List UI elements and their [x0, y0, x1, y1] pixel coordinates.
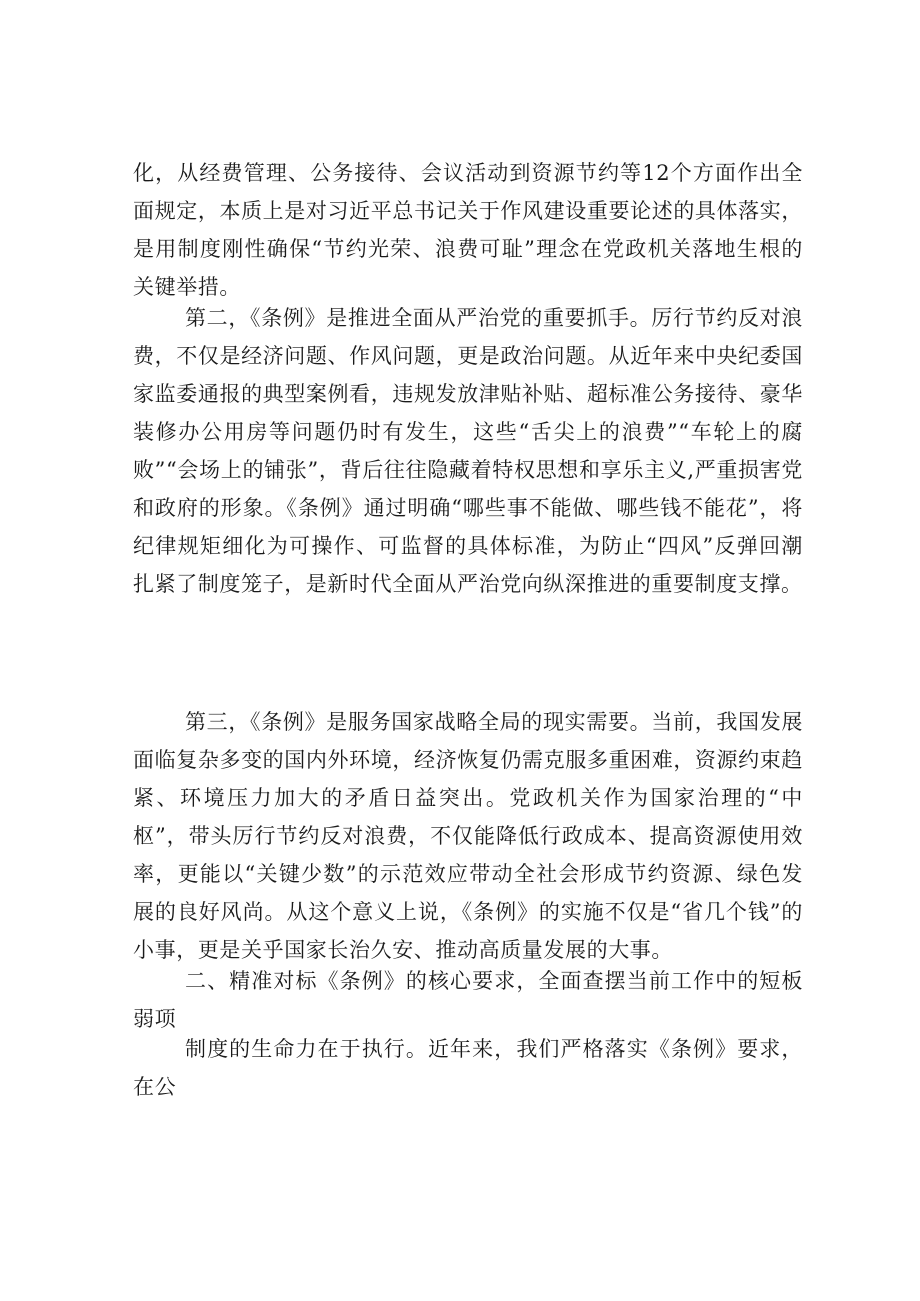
paragraph-intro-continuation: 化，从经费管理、公务接待、会议活动到资源节约等12个方面作出全面规定，本质上是对习近平总书记关于作风建设重要论述的具体落实，是用制度刚性确保“节约光荣、浪费可耻”理念在党政机关落地生根的关键举措。	[133, 161, 803, 299]
paragraph-third-point: 第三，《条例》是服务国家战略全局的现实需要。当前，我国发展面临复杂多变的国内外环境，经济恢复仍需克服多重困难，资源约束趋紧、环境压力加大的矛盾日益突出。党政机关作为国家治理的“中枢”，带头厉行节约反对浪费，不仅能降低行政成本、提高资源使用效率，更能以“关键少数”的示范效应带动全社会形成节约资源、绿色发展的良好风尚。从这个意义上说，《条例》的实施不仅是“省几个钱”的小事，更是关乎国家长治久安、推动高质量发展的大事。	[133, 710, 803, 962]
section-heading-two: 二、精准对标《条例》的核心要求，全面查摆当前工作中的短板弱项	[133, 969, 803, 1031]
paragraph-second-point: 第二，《条例》是推进全面从严治党的重要抓手。厉行节约反对浪费，不仅是经济问题、作风问题，更是政治问题。从近年来中央纪委国家监委通报的典型案例看，违规发放津贴补贴、超标准公务接待、豪华装修办公用房等问题仍时有发生，这些“舌尖上的浪费”“车轮上的腐败”“会场上的铺张”，背后往往隐藏着特权思想和享乐主义,严重损害党和政府的形象。《条例》通过明确“哪些事不能做、哪些钱不能花”，将纪律规矩细化为可操作、可监督的具体标准，为防止“四风”反弹回潮扎紧了制度笼子，是新时代全面从严治党向纵深推进的重要制度支撑。	[133, 306, 803, 596]
paragraph-execution: 制度的生命力在于执行。近年来，我们严格落实《条例》要求，在公	[133, 1037, 803, 1099]
